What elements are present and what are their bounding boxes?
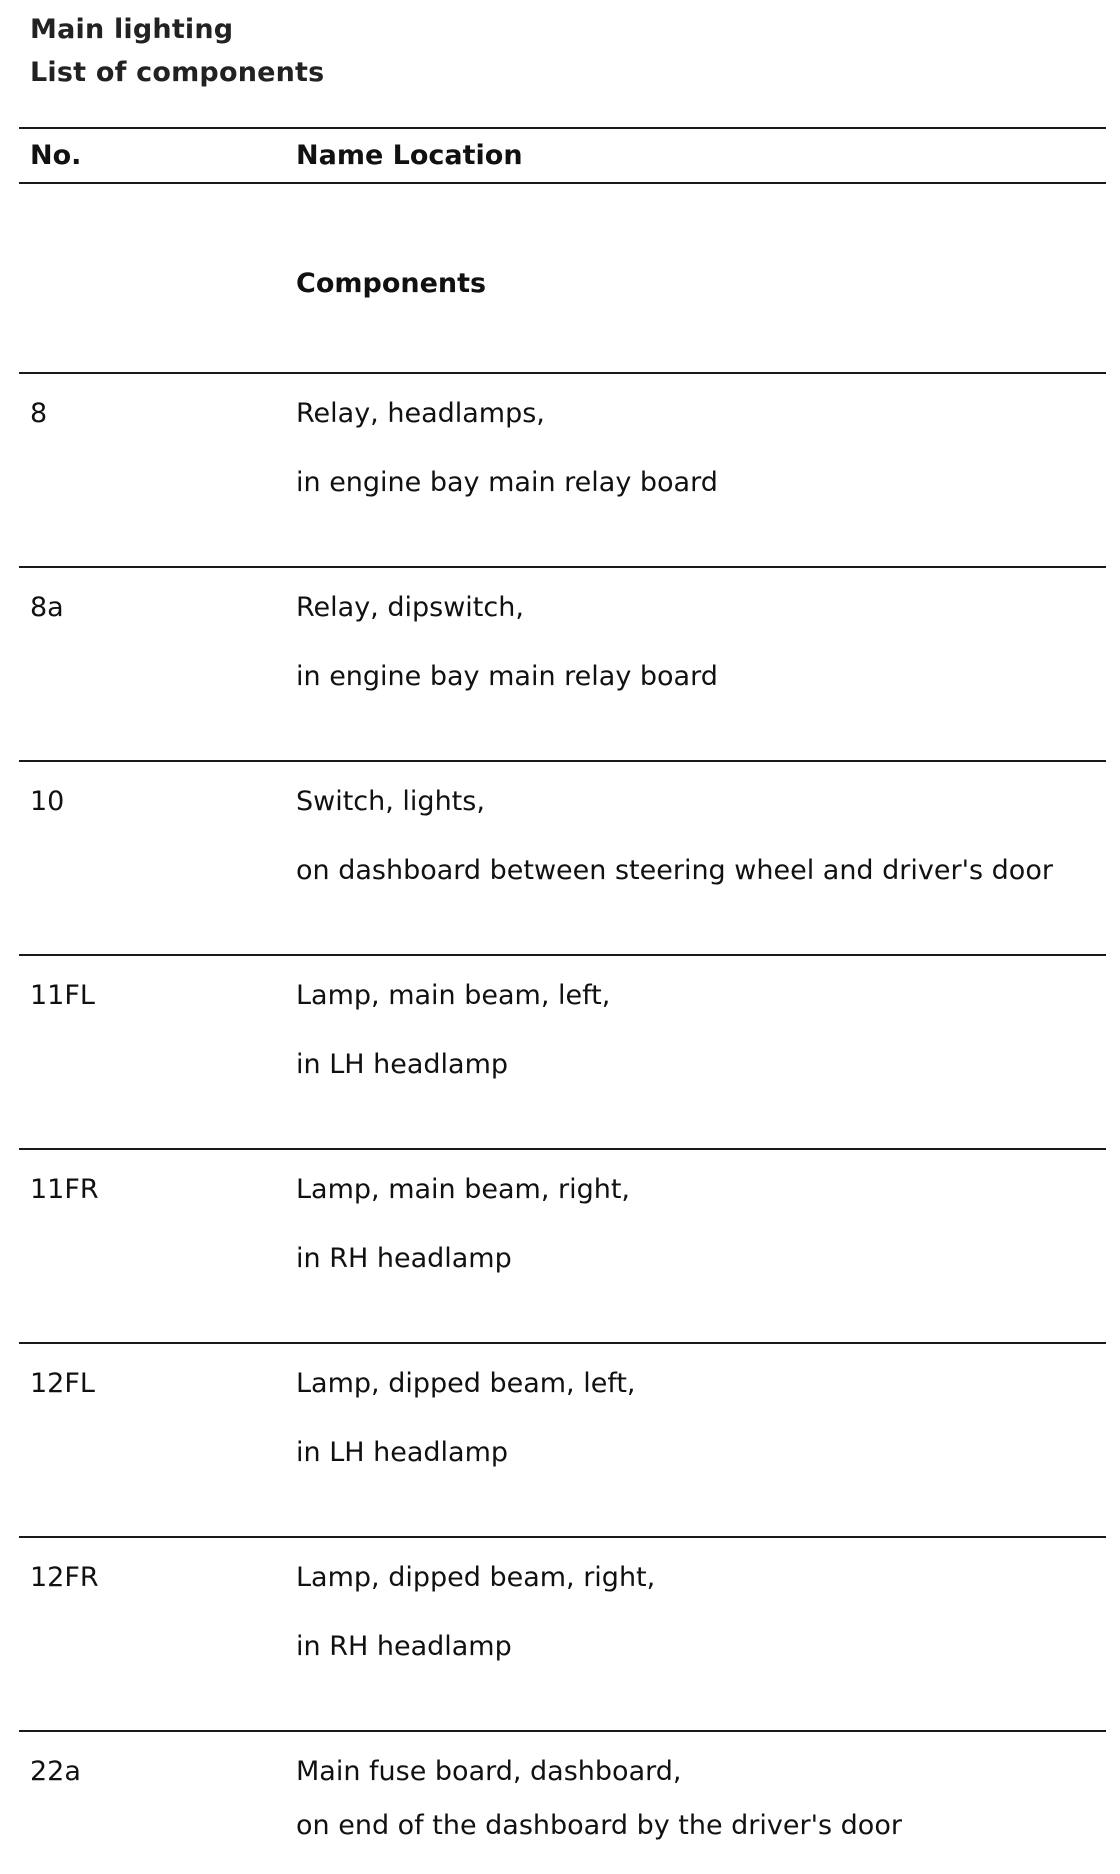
- row-name: Switch, lights,: [296, 786, 485, 817]
- row-divider: [19, 1148, 1106, 1150]
- row-number: 10: [30, 786, 65, 817]
- row-number: 11FL: [30, 980, 95, 1011]
- row-divider: [19, 1342, 1106, 1344]
- row-divider: [19, 760, 1106, 762]
- row-name: Lamp, main beam, left,: [296, 980, 611, 1011]
- row-name: Relay, headlamps,: [296, 398, 545, 429]
- table-header-rule: [19, 182, 1106, 184]
- section-label-components: Components: [296, 268, 487, 299]
- row-location: on dashboard between steering wheel and driver's door: [296, 855, 1053, 886]
- row-location: on end of the dashboard by the driver's door: [296, 1810, 902, 1841]
- row-name: Lamp, main beam, right,: [296, 1174, 631, 1205]
- row-number: 12FL: [30, 1368, 95, 1399]
- column-header-no: No.: [30, 140, 82, 171]
- row-location: in LH headlamp: [296, 1437, 509, 1468]
- row-location: in RH headlamp: [296, 1243, 512, 1274]
- table-top-rule: [19, 127, 1106, 129]
- row-divider: [19, 372, 1106, 374]
- column-header-name-location: Name Location: [296, 140, 523, 171]
- row-divider: [19, 1730, 1106, 1732]
- row-name: Lamp, dipped beam, left,: [296, 1368, 636, 1399]
- row-number: 8a: [30, 592, 64, 623]
- row-location: in RH headlamp: [296, 1631, 512, 1662]
- row-number: 8: [30, 398, 48, 429]
- row-divider: [19, 566, 1106, 568]
- row-location: in engine bay main relay board: [296, 661, 718, 692]
- row-number: 12FR: [30, 1562, 99, 1593]
- row-name: Main fuse board, dashboard,: [296, 1756, 682, 1787]
- row-number: 11FR: [30, 1174, 99, 1205]
- row-number: 22a: [30, 1756, 81, 1787]
- row-name: Relay, dipswitch,: [296, 592, 524, 623]
- document-title: Main lighting: [30, 14, 234, 45]
- row-divider: [19, 954, 1106, 956]
- row-location: in LH headlamp: [296, 1049, 509, 1080]
- document-subtitle: List of components: [30, 57, 325, 88]
- row-name: Lamp, dipped beam, right,: [296, 1562, 656, 1593]
- row-divider: [19, 1536, 1106, 1538]
- row-location: in engine bay main relay board: [296, 467, 718, 498]
